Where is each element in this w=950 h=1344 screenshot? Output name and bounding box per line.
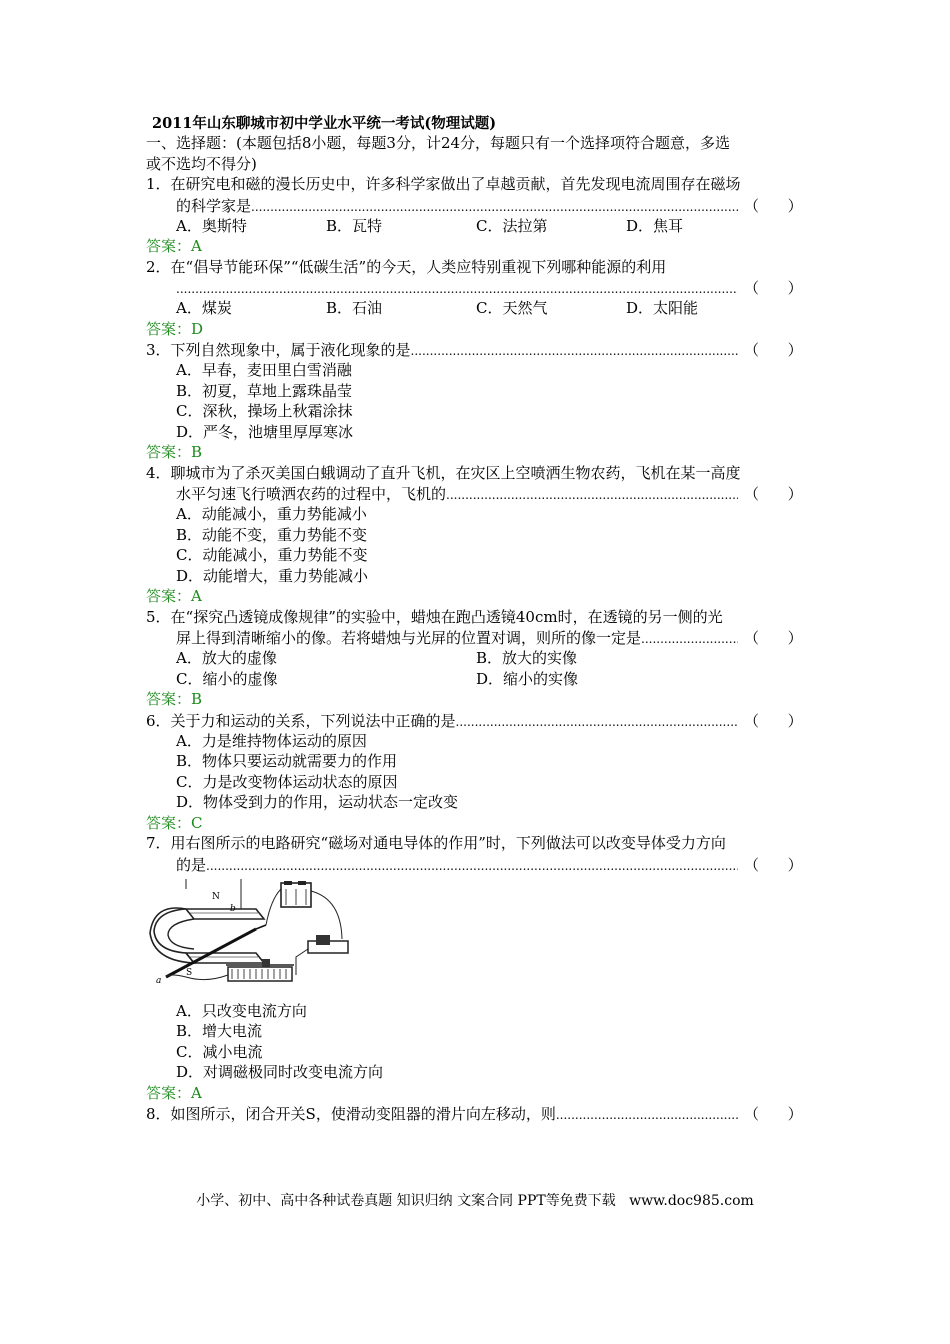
question-text: 2．在“倡导节能环保”“低碳生活”的今天，人类应特别重视下列哪种能源的利用 [146, 257, 667, 276]
question-lead-line [146, 1103, 806, 1124]
answer-prefix: 答案： [146, 587, 192, 605]
answer-line [146, 319, 806, 340]
question-lead: 的科学家是 [176, 196, 252, 215]
option-c: C．动能减小，重力势能不变 [176, 546, 368, 564]
option-b: B．初夏，草地上露珠晶莹 [176, 381, 353, 400]
question-lead: 屏上得到清晰缩小的像。若将蜡烛与光屏的位置对调，则所的像一定是 [176, 629, 642, 647]
option-b: B．物体只要运动就需要力的作用 [176, 752, 398, 770]
answer-value: A [191, 587, 202, 605]
answer-blank: （ ） [744, 1105, 803, 1123]
option-b: B．石油 [326, 299, 383, 317]
option-d: D．焦耳 [626, 216, 684, 235]
option-b: B．瓦特 [326, 216, 383, 235]
question-lead-line [146, 483, 806, 504]
question-lead-line [146, 339, 806, 360]
leader-dots [251, 200, 738, 214]
label-a: a [156, 975, 162, 986]
answer-line [146, 586, 806, 607]
leader-dots [446, 488, 738, 502]
answer-line [146, 813, 806, 834]
leader-dots [176, 282, 738, 296]
answer-value: B [191, 690, 203, 708]
answer-prefix: 答案： [146, 443, 192, 461]
answer-prefix: 答案： [146, 237, 192, 255]
answer-value: A [191, 1083, 202, 1102]
question-lead: 6．关于力和运动的关系，下列说法中正确的是 [146, 711, 456, 730]
section-heading-line2: 或不选均不得分) [146, 154, 257, 173]
option-c: C．深秋，操场上秋霜涂抹 [176, 402, 353, 420]
options-row [146, 669, 806, 690]
question-5 [146, 607, 806, 710]
option-b: B．增大电流 [176, 1022, 263, 1040]
exam-page [146, 115, 806, 1124]
question-lead-line [146, 627, 806, 648]
option-d: D．动能增大，重力势能减小 [176, 566, 369, 585]
question-8 [146, 1103, 806, 1124]
leader-dots [411, 344, 738, 358]
option-a: A．煤炭 [176, 299, 232, 317]
answer-value: B [191, 443, 203, 461]
page-footer: 小学、初中、高中各种试卷真题 知识归纳 文案合同 PPT等免费下载 www.doc985.com [196, 1193, 754, 1209]
option-c: C．天然气 [476, 299, 548, 317]
answer-blank: （ ） [744, 629, 803, 647]
answer-prefix: 答案： [146, 319, 192, 338]
option-d: D．对调磁极同时改变电流方向 [176, 1063, 384, 1081]
option-d: D．太阳能 [626, 299, 699, 317]
answer-line [146, 442, 806, 463]
answer-line [146, 689, 806, 710]
question-6 [146, 710, 806, 834]
question-lead: 3．下列自然现象中，属于液化现象的是 [146, 341, 411, 359]
option-d: D．严冬，池塘里厚厚寒冰 [176, 422, 354, 441]
answer-prefix: 答案： [146, 690, 192, 708]
question-text: 7．用右图所示的电路研究“磁场对通电导体的作用”时，下列做法可以改变导体受力方向 [146, 834, 726, 852]
question-4 [146, 463, 806, 607]
leader-dots [556, 1108, 738, 1122]
label-n: N [212, 891, 220, 902]
answer-prefix: 答案： [146, 813, 192, 832]
question-lead: 水平匀速飞行喷洒农药的过程中，飞机的 [176, 485, 447, 503]
question-lead-line [146, 195, 806, 216]
answer-line [146, 236, 806, 257]
question-lead-line [146, 710, 806, 731]
option-a: A．奥斯特 [176, 216, 247, 235]
answer-value: A [191, 237, 202, 255]
leader-dots [456, 715, 738, 729]
options-row [146, 216, 806, 237]
question-text: 4．聊城市为了杀灭美国白蛾调动了直升飞机，在灾区上空喷洒生物农药，飞机在某一高度 [146, 463, 741, 482]
option-d: D．缩小的实像 [476, 669, 579, 688]
option-c: C．缩小的虚像 [176, 669, 278, 688]
answer-line [146, 1083, 806, 1104]
leader-dots [206, 859, 738, 873]
option-c: C．减小电流 [176, 1042, 263, 1061]
circuit-diagram-figure [146, 879, 356, 991]
question-text: 1．在研究电和磁的漫长历史中，许多科学家做出了卓越贡献，首先发现电流周围存在磁场 [146, 175, 741, 193]
option-a: A．早春，麦田里白雪消融 [176, 361, 352, 379]
question-text: 5．在“探究凸透镜成像规律”的实验中，蜡烛在跑凸透镜40cm时，在透镜的另一侧的光 [146, 607, 723, 626]
option-b: B．动能不变，重力势能不变 [176, 525, 368, 544]
options-row [146, 298, 806, 319]
option-b: B．放大的实像 [476, 649, 578, 667]
answer-blank: （ ） [744, 711, 803, 730]
question-1 [146, 174, 806, 257]
option-a: A．动能减小，重力势能减小 [176, 505, 367, 523]
options-row [146, 648, 806, 669]
question-7 [146, 833, 806, 1103]
answer-prefix: 答案： [146, 1083, 192, 1102]
answer-blank: （ ） [744, 279, 803, 297]
answer-value: C [191, 813, 203, 832]
question-lead: 的是 [176, 855, 207, 874]
option-c: C．力是改变物体运动状态的原因 [176, 772, 398, 791]
leader-dots [641, 632, 738, 646]
answer-value: D [191, 319, 204, 338]
exam-title: 2011年山东聊城市初中学业水平统一考试(物理试题) [152, 115, 497, 132]
option-a: A．力是维持物体运动的原因 [176, 731, 367, 750]
answer-blank: （ ） [744, 855, 803, 874]
answer-blank: （ ） [744, 196, 803, 215]
option-a: A．只改变电流方向 [176, 1001, 307, 1020]
section-heading-line1: 一、选择题：(本题包括8小题，每题3分，计24分，每题只有一个选择项符合题意，多选 [146, 134, 731, 152]
answer-blank: （ ） [744, 341, 803, 359]
option-a: A．放大的虚像 [176, 649, 277, 667]
question-lead-line [146, 854, 806, 875]
question-2 [146, 257, 806, 340]
label-b: b [230, 903, 236, 914]
answer-blank: （ ） [744, 485, 803, 503]
label-s: S [186, 967, 193, 978]
option-c: C．法拉第 [476, 216, 548, 235]
question-lead-line [146, 277, 806, 298]
question-3 [146, 339, 806, 463]
option-d: D．物体受到力的作用，运动状态一定改变 [176, 793, 459, 811]
question-lead: 8．如图所示，闭合开关S，使滑动变阻器的滑片向左移动，则 [146, 1105, 556, 1123]
